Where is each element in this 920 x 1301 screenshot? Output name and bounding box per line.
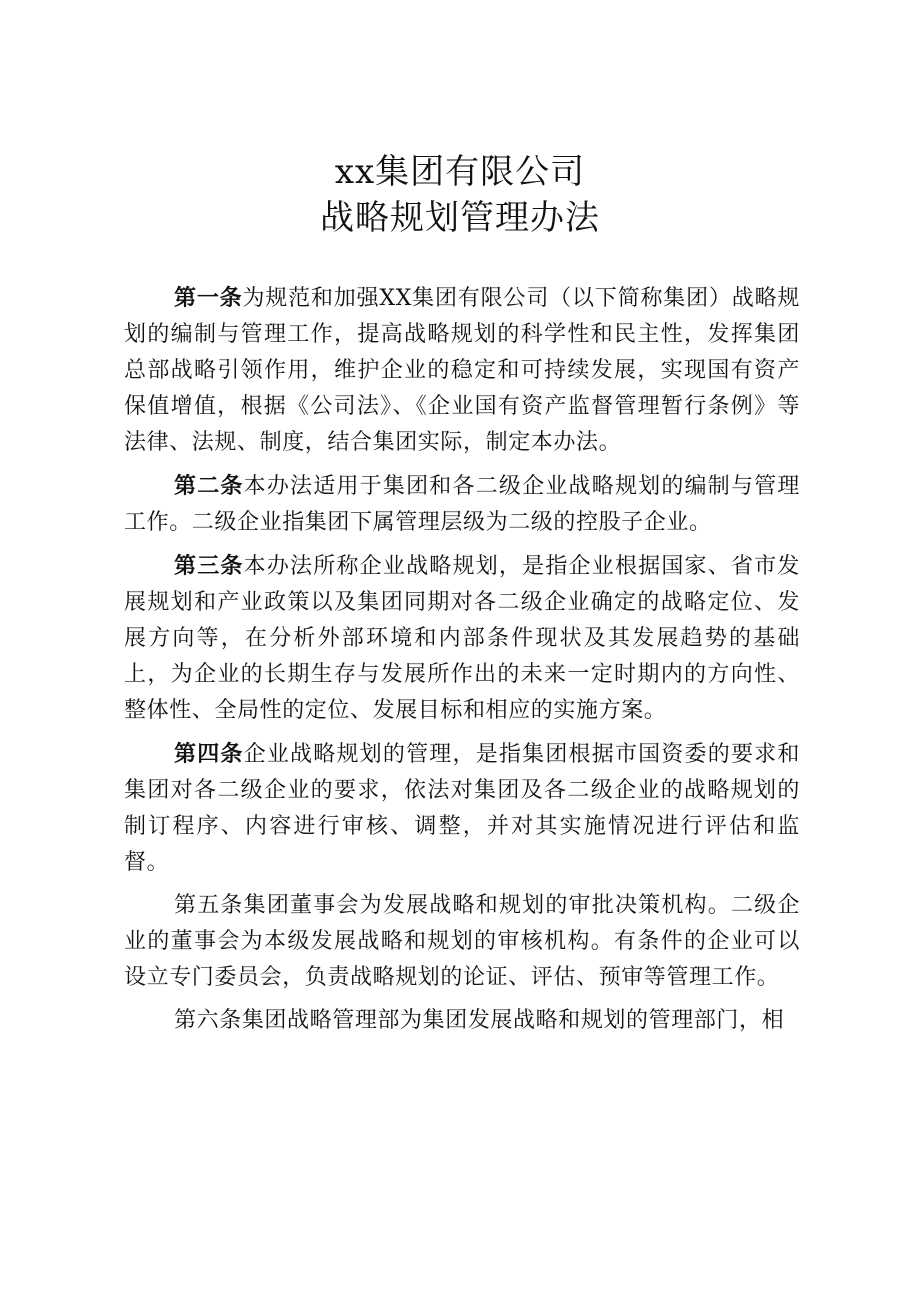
article-5-text: 集团董事会为发展战略和规划的审批决策机构。二级企业的董事会为本级发展战略和规划的审核机构。有条件的企业可以设立专门委员会，负责战略规划的论证、评估、预审等管理工作。 — [124, 893, 800, 990]
article-6-text: 集团战略管理部为集团发展战略和规划的管理部门，相 — [241, 1008, 785, 1033]
article-1 — [124, 280, 800, 461]
document-title — [0, 150, 920, 240]
article-3 — [124, 548, 800, 729]
article-4 — [124, 736, 800, 881]
article-6 — [124, 1003, 800, 1039]
article-1-label: 第一条 — [174, 285, 243, 311]
article-5-label: 第五条 — [174, 893, 244, 918]
title-company-name: xx集团有限公司 — [334, 152, 586, 192]
title-regulation-name: 战略规划管理办法 — [320, 198, 600, 238]
article-4-label: 第四条 — [174, 741, 244, 767]
article-3-label: 第三条 — [174, 553, 244, 579]
article-2-label: 第二条 — [174, 473, 244, 499]
article-2-text: 本办法适用于集团和各二级企业战略规划的编制与管理工作。二级企业指集团下属管理层级为二级的控股子企业。 — [124, 474, 800, 535]
article-5 — [124, 888, 800, 996]
article-2 — [124, 468, 800, 541]
article-6-label: 第六条 — [174, 1008, 242, 1033]
article-4-text: 企业战略规划的管理，是指集团根据市国资委的要求和集团对各二级企业的要求，依法对集团及各二级企业的战略规划的制订程序、内容进行审核、调整，并对其实施情况进行评估和监督。 — [124, 742, 800, 875]
article-3-text: 本办法所称企业战略规划，是指企业根据国家、省市发展规划和产业政策以及集团同期对各二级企业确定的战略定位、发展方向等，在分析外部环境和内部条件现状及其发展趋势的基础上，为企业的长期生存与发展所作出的未来一定时期内的方向性、整体性、全局性的定位、发展目标和相应的实施方案。 — [124, 554, 800, 723]
article-1-text: 为规范和加强XX集团有限公司（以下简称集团）战略规划的编制与管理工作，提高战略规划的科学性和民主性，发挥集团总部战略引领作用，维护企业的稳定和可持续发展，实现国有资产保值增值，根据《公司法》、《企业国有资产监督管理暂行条例》等法律、法规、制度，结合集团实际，制定本办法。 — [124, 286, 800, 455]
document-body — [124, 280, 800, 1046]
